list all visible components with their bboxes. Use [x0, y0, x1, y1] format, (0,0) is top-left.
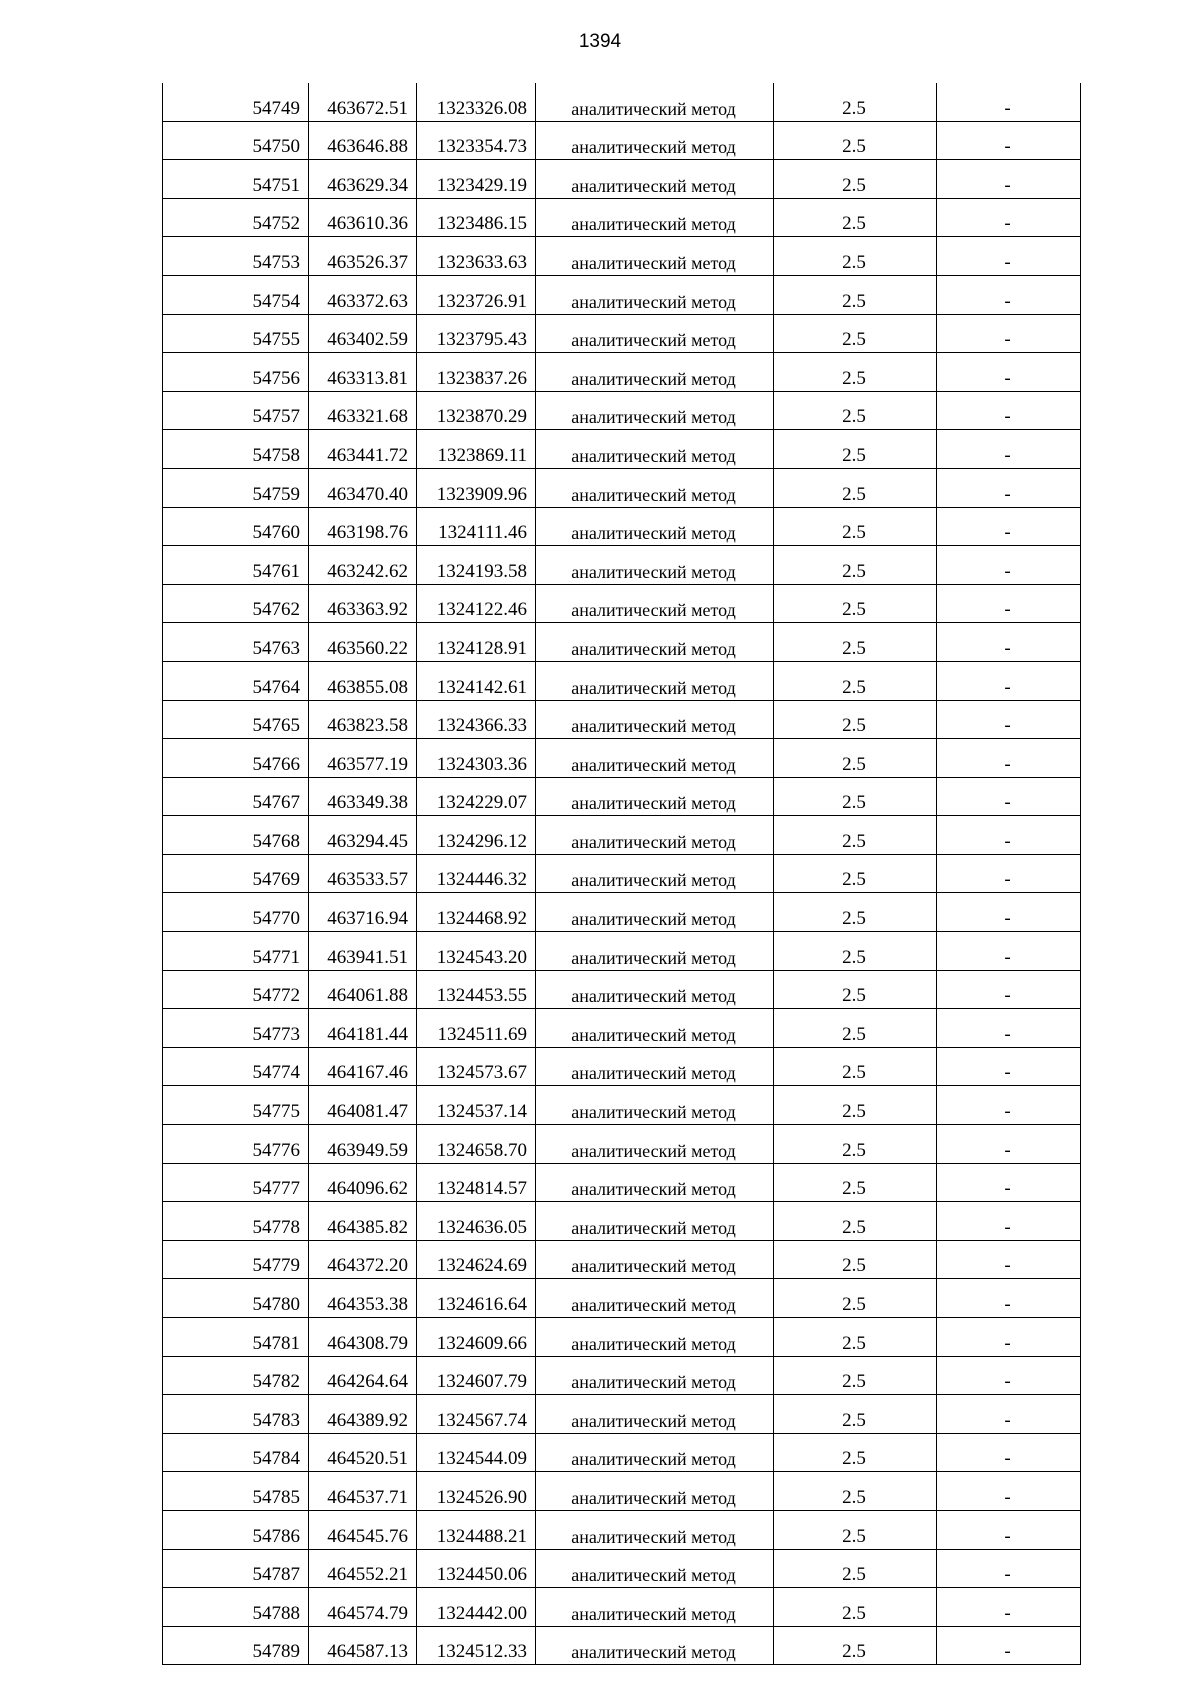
table-row: [163, 546, 1081, 585]
accuracy-cell: 2.5: [774, 1240, 937, 1279]
note-cell: -: [937, 700, 1081, 739]
table-row: [163, 275, 1081, 314]
table-row: [163, 314, 1081, 353]
y-coordinate-cell: 1323486.15: [417, 198, 536, 237]
x-coordinate-cell: 463321.68: [309, 391, 417, 430]
y-coordinate-cell: 1323795.43: [417, 314, 536, 353]
y-coordinate-cell: 1323870.29: [417, 391, 536, 430]
x-coordinate-cell: 463441.72: [309, 430, 417, 469]
point-number-cell: 54773: [163, 1009, 309, 1048]
y-coordinate-cell: 1324453.55: [417, 970, 536, 1009]
x-coordinate-cell: 464081.47: [309, 1086, 417, 1125]
y-coordinate-cell: 1323909.96: [417, 468, 536, 507]
x-coordinate-cell: 463629.34: [309, 160, 417, 199]
method-cell: аналитический метод: [536, 1510, 774, 1549]
accuracy-cell: 2.5: [774, 1009, 937, 1048]
accuracy-cell: 2.5: [774, 353, 937, 392]
accuracy-cell: 2.5: [774, 83, 937, 121]
note-cell: -: [937, 1626, 1081, 1665]
method-cell: аналитический метод: [536, 1472, 774, 1511]
accuracy-cell: 2.5: [774, 237, 937, 276]
accuracy-cell: 2.5: [774, 623, 937, 662]
accuracy-cell: 2.5: [774, 739, 937, 778]
accuracy-cell: 2.5: [774, 893, 937, 932]
x-coordinate-cell: 463372.63: [309, 275, 417, 314]
method-cell: аналитический метод: [536, 700, 774, 739]
y-coordinate-cell: 1324229.07: [417, 777, 536, 816]
accuracy-cell: 2.5: [774, 546, 937, 585]
method-cell: аналитический метод: [536, 1009, 774, 1048]
method-cell: аналитический метод: [536, 584, 774, 623]
point-number-cell: 54788: [163, 1588, 309, 1627]
x-coordinate-cell: 463533.57: [309, 854, 417, 893]
method-cell: аналитический метод: [536, 970, 774, 1009]
table-row: [163, 584, 1081, 623]
table-row: [163, 1279, 1081, 1318]
accuracy-cell: 2.5: [774, 1047, 937, 1086]
table-row: [163, 1240, 1081, 1279]
y-coordinate-cell: 1324468.92: [417, 893, 536, 932]
point-number-cell: 54757: [163, 391, 309, 430]
point-number-cell: 54759: [163, 468, 309, 507]
x-coordinate-cell: 463470.40: [309, 468, 417, 507]
point-number-cell: 54755: [163, 314, 309, 353]
point-number-cell: 54782: [163, 1356, 309, 1395]
table-row: [163, 160, 1081, 199]
y-coordinate-cell: 1324450.06: [417, 1549, 536, 1588]
table-row: [163, 1395, 1081, 1434]
point-number-cell: 54783: [163, 1395, 309, 1434]
method-cell: аналитический метод: [536, 275, 774, 314]
y-coordinate-cell: 1324567.74: [417, 1395, 536, 1434]
y-coordinate-cell: 1324658.70: [417, 1125, 536, 1164]
table-row: [163, 777, 1081, 816]
note-cell: -: [937, 1433, 1081, 1472]
method-cell: аналитический метод: [536, 237, 774, 276]
y-coordinate-cell: 1324636.05: [417, 1202, 536, 1241]
x-coordinate-cell: 463577.19: [309, 739, 417, 778]
note-cell: -: [937, 391, 1081, 430]
y-coordinate-cell: 1324616.64: [417, 1279, 536, 1318]
x-coordinate-cell: 463294.45: [309, 816, 417, 855]
table-row: [163, 893, 1081, 932]
y-coordinate-cell: 1324573.67: [417, 1047, 536, 1086]
table-row: [163, 121, 1081, 160]
x-coordinate-cell: 464389.92: [309, 1395, 417, 1434]
method-cell: аналитический метод: [536, 777, 774, 816]
note-cell: -: [937, 1009, 1081, 1048]
point-number-cell: 54784: [163, 1433, 309, 1472]
point-number-cell: 54762: [163, 584, 309, 623]
note-cell: -: [937, 739, 1081, 778]
accuracy-cell: 2.5: [774, 160, 937, 199]
table-row: [163, 1626, 1081, 1665]
note-cell: -: [937, 584, 1081, 623]
table-row: [163, 1433, 1081, 1472]
y-coordinate-cell: 1323429.19: [417, 160, 536, 199]
y-coordinate-cell: 1324488.21: [417, 1510, 536, 1549]
accuracy-cell: 2.5: [774, 932, 937, 971]
note-cell: -: [937, 237, 1081, 276]
point-number-cell: 54786: [163, 1510, 309, 1549]
method-cell: аналитический метод: [536, 1626, 774, 1665]
y-coordinate-cell: 1324128.91: [417, 623, 536, 662]
accuracy-cell: 2.5: [774, 1588, 937, 1627]
point-number-cell: 54770: [163, 893, 309, 932]
note-cell: -: [937, 1588, 1081, 1627]
y-coordinate-cell: 1324446.32: [417, 854, 536, 893]
table-row: [163, 83, 1081, 121]
note-cell: -: [937, 83, 1081, 121]
method-cell: аналитический метод: [536, 932, 774, 971]
accuracy-cell: 2.5: [774, 391, 937, 430]
point-number-cell: 54749: [163, 83, 309, 121]
y-coordinate-cell: 1324296.12: [417, 816, 536, 855]
accuracy-cell: 2.5: [774, 198, 937, 237]
table-row: [163, 661, 1081, 700]
note-cell: -: [937, 854, 1081, 893]
accuracy-cell: 2.5: [774, 700, 937, 739]
y-coordinate-cell: 1324537.14: [417, 1086, 536, 1125]
note-cell: -: [937, 970, 1081, 1009]
y-coordinate-cell: 1324142.61: [417, 661, 536, 700]
x-coordinate-cell: 463349.38: [309, 777, 417, 816]
accuracy-cell: 2.5: [774, 1626, 937, 1665]
note-cell: -: [937, 1356, 1081, 1395]
method-cell: аналитический метод: [536, 430, 774, 469]
method-cell: аналитический метод: [536, 816, 774, 855]
x-coordinate-cell: 464308.79: [309, 1318, 417, 1357]
table-row: [163, 1549, 1081, 1588]
accuracy-cell: 2.5: [774, 661, 937, 700]
table-row: [163, 1588, 1081, 1627]
table-row: [163, 932, 1081, 971]
point-number-cell: 54761: [163, 546, 309, 585]
method-cell: аналитический метод: [536, 1163, 774, 1202]
accuracy-cell: 2.5: [774, 1086, 937, 1125]
x-coordinate-cell: 464181.44: [309, 1009, 417, 1048]
note-cell: -: [937, 1510, 1081, 1549]
x-coordinate-cell: 463198.76: [309, 507, 417, 546]
table-row: [163, 237, 1081, 276]
y-coordinate-cell: 1324511.69: [417, 1009, 536, 1048]
x-coordinate-cell: 464264.64: [309, 1356, 417, 1395]
note-cell: -: [937, 507, 1081, 546]
table-row: [163, 700, 1081, 739]
coordinates-table: [162, 83, 1081, 1665]
x-coordinate-cell: 464537.71: [309, 1472, 417, 1511]
accuracy-cell: 2.5: [774, 1510, 937, 1549]
x-coordinate-cell: 464574.79: [309, 1588, 417, 1627]
x-coordinate-cell: 463949.59: [309, 1125, 417, 1164]
y-coordinate-cell: 1324607.79: [417, 1356, 536, 1395]
x-coordinate-cell: 463313.81: [309, 353, 417, 392]
method-cell: аналитический метод: [536, 1433, 774, 1472]
page-number: 1394: [578, 31, 622, 52]
y-coordinate-cell: 1324624.69: [417, 1240, 536, 1279]
note-cell: -: [937, 1279, 1081, 1318]
method-cell: аналитический метод: [536, 160, 774, 199]
accuracy-cell: 2.5: [774, 1472, 937, 1511]
x-coordinate-cell: 463646.88: [309, 121, 417, 160]
point-number-cell: 54758: [163, 430, 309, 469]
y-coordinate-cell: 1324609.66: [417, 1318, 536, 1357]
note-cell: -: [937, 1472, 1081, 1511]
point-number-cell: 54771: [163, 932, 309, 971]
note-cell: -: [937, 1163, 1081, 1202]
x-coordinate-cell: 463855.08: [309, 661, 417, 700]
accuracy-cell: 2.5: [774, 854, 937, 893]
table-row: [163, 353, 1081, 392]
x-coordinate-cell: 464545.76: [309, 1510, 417, 1549]
table-row: [163, 854, 1081, 893]
x-coordinate-cell: 463672.51: [309, 83, 417, 121]
point-number-cell: 54756: [163, 353, 309, 392]
x-coordinate-cell: 464061.88: [309, 970, 417, 1009]
method-cell: аналитический метод: [536, 546, 774, 585]
note-cell: -: [937, 353, 1081, 392]
point-number-cell: 54781: [163, 1318, 309, 1357]
table-row: [163, 1318, 1081, 1357]
x-coordinate-cell: 464096.62: [309, 1163, 417, 1202]
x-coordinate-cell: 464353.38: [309, 1279, 417, 1318]
table-row: [163, 816, 1081, 855]
accuracy-cell: 2.5: [774, 275, 937, 314]
table-row: [163, 198, 1081, 237]
y-coordinate-cell: 1324193.58: [417, 546, 536, 585]
accuracy-cell: 2.5: [774, 777, 937, 816]
note-cell: -: [937, 546, 1081, 585]
point-number-cell: 54752: [163, 198, 309, 237]
note-cell: -: [937, 1549, 1081, 1588]
point-number-cell: 54777: [163, 1163, 309, 1202]
table-row: [163, 1356, 1081, 1395]
point-number-cell: 54774: [163, 1047, 309, 1086]
accuracy-cell: 2.5: [774, 507, 937, 546]
point-number-cell: 54765: [163, 700, 309, 739]
method-cell: аналитический метод: [536, 121, 774, 160]
point-number-cell: 54778: [163, 1202, 309, 1241]
point-number-cell: 54787: [163, 1549, 309, 1588]
y-coordinate-cell: 1323633.63: [417, 237, 536, 276]
accuracy-cell: 2.5: [774, 1279, 937, 1318]
table-row: [163, 1163, 1081, 1202]
y-coordinate-cell: 1324814.57: [417, 1163, 536, 1202]
accuracy-cell: 2.5: [774, 1433, 937, 1472]
note-cell: -: [937, 1047, 1081, 1086]
x-coordinate-cell: 463560.22: [309, 623, 417, 662]
table-row: [163, 1047, 1081, 1086]
y-coordinate-cell: 1324303.36: [417, 739, 536, 778]
note-cell: -: [937, 816, 1081, 855]
note-cell: -: [937, 1240, 1081, 1279]
accuracy-cell: 2.5: [774, 970, 937, 1009]
accuracy-cell: 2.5: [774, 121, 937, 160]
x-coordinate-cell: 463823.58: [309, 700, 417, 739]
accuracy-cell: 2.5: [774, 314, 937, 353]
y-coordinate-cell: 1324366.33: [417, 700, 536, 739]
note-cell: -: [937, 1202, 1081, 1241]
note-cell: -: [937, 314, 1081, 353]
method-cell: аналитический метод: [536, 198, 774, 237]
table-row: [163, 391, 1081, 430]
accuracy-cell: 2.5: [774, 1356, 937, 1395]
point-number-cell: 54766: [163, 739, 309, 778]
y-coordinate-cell: 1323837.26: [417, 353, 536, 392]
method-cell: аналитический метод: [536, 623, 774, 662]
table-row: [163, 430, 1081, 469]
accuracy-cell: 2.5: [774, 1163, 937, 1202]
note-cell: -: [937, 777, 1081, 816]
y-coordinate-cell: 1324543.20: [417, 932, 536, 971]
method-cell: аналитический метод: [536, 507, 774, 546]
table-row: [163, 507, 1081, 546]
point-number-cell: 54776: [163, 1125, 309, 1164]
note-cell: -: [937, 160, 1081, 199]
x-coordinate-cell: 464552.21: [309, 1549, 417, 1588]
table-row: [163, 623, 1081, 662]
method-cell: аналитический метод: [536, 1047, 774, 1086]
accuracy-cell: 2.5: [774, 468, 937, 507]
table-row: [163, 468, 1081, 507]
x-coordinate-cell: 464372.20: [309, 1240, 417, 1279]
method-cell: аналитический метод: [536, 1240, 774, 1279]
point-number-cell: 54764: [163, 661, 309, 700]
method-cell: аналитический метод: [536, 314, 774, 353]
note-cell: -: [937, 275, 1081, 314]
x-coordinate-cell: 464520.51: [309, 1433, 417, 1472]
method-cell: аналитический метод: [536, 1395, 774, 1434]
x-coordinate-cell: 463242.62: [309, 546, 417, 585]
note-cell: -: [937, 430, 1081, 469]
point-number-cell: 54763: [163, 623, 309, 662]
method-cell: аналитический метод: [536, 1318, 774, 1357]
accuracy-cell: 2.5: [774, 584, 937, 623]
x-coordinate-cell: 464587.13: [309, 1626, 417, 1665]
accuracy-cell: 2.5: [774, 1202, 937, 1241]
note-cell: -: [937, 1086, 1081, 1125]
note-cell: -: [937, 1395, 1081, 1434]
y-coordinate-cell: 1324442.00: [417, 1588, 536, 1627]
point-number-cell: 54769: [163, 854, 309, 893]
x-coordinate-cell: 463716.94: [309, 893, 417, 932]
note-cell: -: [937, 468, 1081, 507]
method-cell: аналитический метод: [536, 83, 774, 121]
point-number-cell: 54789: [163, 1626, 309, 1665]
table-row: [163, 1472, 1081, 1511]
method-cell: аналитический метод: [536, 1086, 774, 1125]
x-coordinate-cell: 463402.59: [309, 314, 417, 353]
y-coordinate-cell: 1323726.91: [417, 275, 536, 314]
table-row: [163, 1125, 1081, 1164]
point-number-cell: 54785: [163, 1472, 309, 1511]
method-cell: аналитический метод: [536, 1588, 774, 1627]
point-number-cell: 54754: [163, 275, 309, 314]
point-number-cell: 54772: [163, 970, 309, 1009]
method-cell: аналитический метод: [536, 468, 774, 507]
method-cell: аналитический метод: [536, 893, 774, 932]
y-coordinate-cell: 1324111.46: [417, 507, 536, 546]
accuracy-cell: 2.5: [774, 1318, 937, 1357]
table-row: [163, 970, 1081, 1009]
table-row: [163, 1086, 1081, 1125]
method-cell: аналитический метод: [536, 661, 774, 700]
coordinates-table-body: [163, 83, 1081, 1665]
note-cell: -: [937, 121, 1081, 160]
table-row: [163, 1009, 1081, 1048]
method-cell: аналитический метод: [536, 391, 774, 430]
x-coordinate-cell: 463610.36: [309, 198, 417, 237]
x-coordinate-cell: 463941.51: [309, 932, 417, 971]
accuracy-cell: 2.5: [774, 1395, 937, 1434]
y-coordinate-cell: 1323354.73: [417, 121, 536, 160]
y-coordinate-cell: 1323869.11: [417, 430, 536, 469]
point-number-cell: 54768: [163, 816, 309, 855]
y-coordinate-cell: 1323326.08: [417, 83, 536, 121]
accuracy-cell: 2.5: [774, 430, 937, 469]
method-cell: аналитический метод: [536, 739, 774, 778]
table-row: [163, 739, 1081, 778]
y-coordinate-cell: 1324512.33: [417, 1626, 536, 1665]
note-cell: -: [937, 932, 1081, 971]
x-coordinate-cell: 463363.92: [309, 584, 417, 623]
y-coordinate-cell: 1324122.46: [417, 584, 536, 623]
point-number-cell: 54780: [163, 1279, 309, 1318]
method-cell: аналитический метод: [536, 854, 774, 893]
method-cell: аналитический метод: [536, 1202, 774, 1241]
accuracy-cell: 2.5: [774, 1549, 937, 1588]
note-cell: -: [937, 623, 1081, 662]
method-cell: аналитический метод: [536, 1549, 774, 1588]
x-coordinate-cell: 463526.37: [309, 237, 417, 276]
point-number-cell: 54767: [163, 777, 309, 816]
accuracy-cell: 2.5: [774, 816, 937, 855]
table-row: [163, 1510, 1081, 1549]
y-coordinate-cell: 1324544.09: [417, 1433, 536, 1472]
point-number-cell: 54775: [163, 1086, 309, 1125]
method-cell: аналитический метод: [536, 1356, 774, 1395]
point-number-cell: 54779: [163, 1240, 309, 1279]
point-number-cell: 54750: [163, 121, 309, 160]
point-number-cell: 54753: [163, 237, 309, 276]
point-number-cell: 54751: [163, 160, 309, 199]
note-cell: -: [937, 1318, 1081, 1357]
note-cell: -: [937, 893, 1081, 932]
method-cell: аналитический метод: [536, 1125, 774, 1164]
accuracy-cell: 2.5: [774, 1125, 937, 1164]
y-coordinate-cell: 1324526.90: [417, 1472, 536, 1511]
point-number-cell: 54760: [163, 507, 309, 546]
x-coordinate-cell: 464385.82: [309, 1202, 417, 1241]
method-cell: аналитический метод: [536, 1279, 774, 1318]
method-cell: аналитический метод: [536, 353, 774, 392]
note-cell: -: [937, 1125, 1081, 1164]
note-cell: -: [937, 661, 1081, 700]
table-row: [163, 1202, 1081, 1241]
note-cell: -: [937, 198, 1081, 237]
x-coordinate-cell: 464167.46: [309, 1047, 417, 1086]
